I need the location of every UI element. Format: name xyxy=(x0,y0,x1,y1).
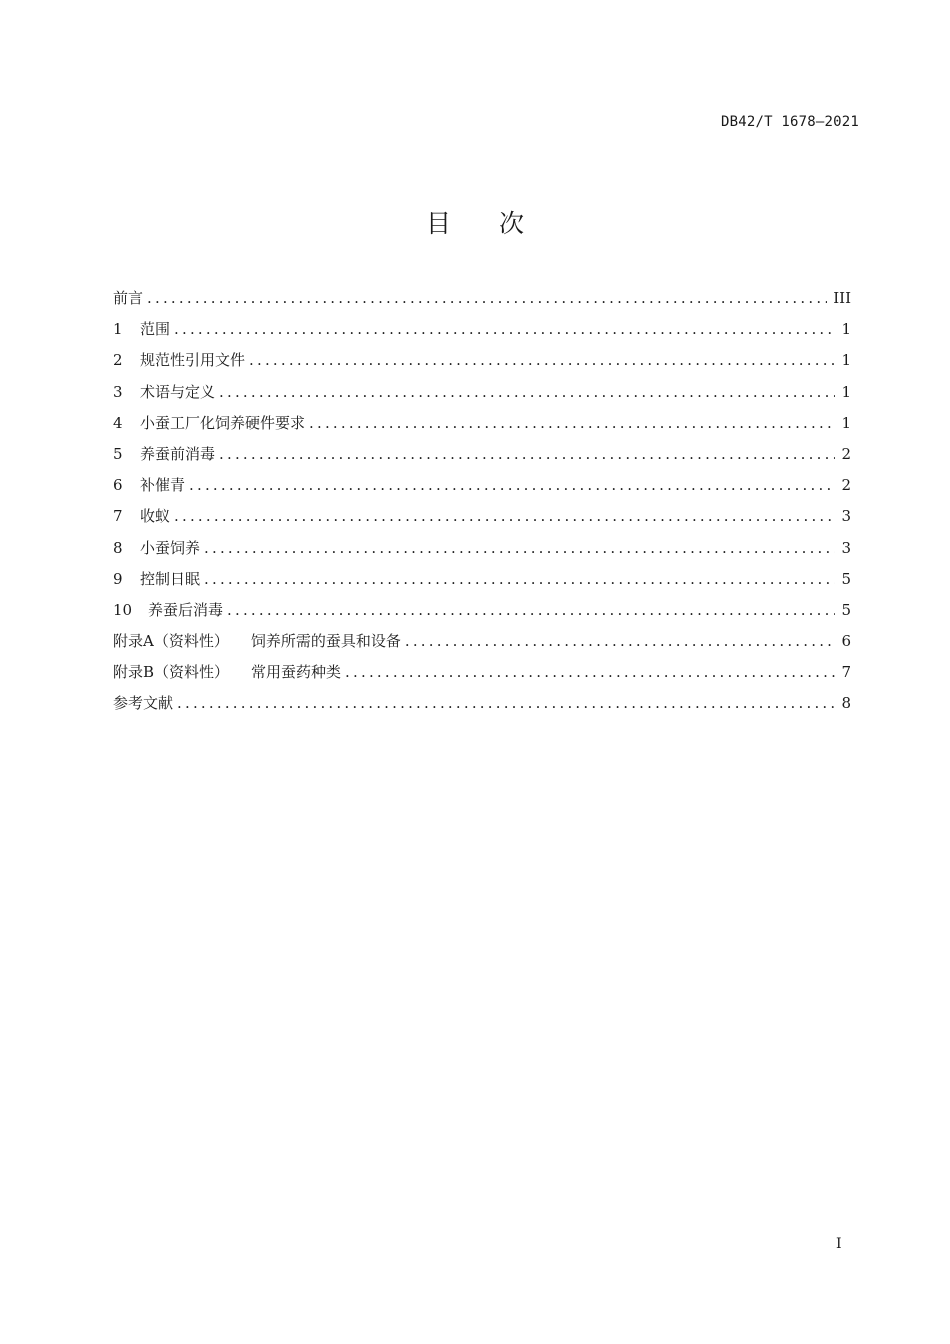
toc-entry-label: 术语与定义 xyxy=(140,382,216,401)
toc-entry-page: 5 xyxy=(841,600,851,619)
toc-entry-number: 6 xyxy=(113,476,123,495)
toc-entry-appendix-a[interactable] xyxy=(113,626,851,657)
toc-entry-label: 附录A（资料性） xyxy=(113,632,229,651)
toc-entry-6[interactable] xyxy=(113,470,851,501)
toc-title-char-2: 次 xyxy=(499,209,525,238)
toc-leader-dots xyxy=(147,283,827,314)
toc-entry-sublabel: 常用蚕药种类 xyxy=(251,663,342,682)
toc-list xyxy=(113,283,851,720)
toc-entry-label: 附录B（资料性） xyxy=(113,663,230,682)
toc-leader-dots xyxy=(204,533,835,564)
toc-entry-page: 5 xyxy=(841,569,851,588)
toc-entry-4[interactable] xyxy=(113,408,851,439)
toc-title xyxy=(0,204,950,240)
toc-entry-label: 收蚁 xyxy=(140,507,171,526)
toc-entry-number: 1 xyxy=(113,320,123,339)
toc-entry-label: 养蚕前消毒 xyxy=(140,444,216,463)
toc-leader-dots xyxy=(309,408,835,439)
toc-entry-page: 8 xyxy=(841,694,851,713)
toc-entry-number: 9 xyxy=(113,569,123,588)
toc-entry-2[interactable] xyxy=(113,345,851,376)
toc-entry-page: 1 xyxy=(841,382,851,401)
toc-entry-1[interactable] xyxy=(113,314,851,345)
toc-leader-dots xyxy=(204,564,835,595)
toc-leader-dots xyxy=(177,688,835,719)
toc-entry-8[interactable] xyxy=(113,533,851,564)
toc-leader-dots xyxy=(174,314,835,345)
toc-leader-dots xyxy=(219,377,835,408)
toc-entry-number: 7 xyxy=(113,507,123,526)
toc-entry-5[interactable] xyxy=(113,439,851,470)
toc-entry-page: 6 xyxy=(841,632,851,651)
toc-entry-label: 前言 xyxy=(113,289,144,307)
page-number: I xyxy=(836,1236,842,1252)
toc-entry-label: 小蚕饲养 xyxy=(140,538,201,557)
toc-leader-dots xyxy=(227,595,835,626)
toc-entry-3[interactable] xyxy=(113,377,851,408)
toc-entry-label: 范围 xyxy=(140,320,171,339)
standard-code: DB42/T 1678—2021 xyxy=(720,114,859,130)
toc-leader-dots xyxy=(174,501,835,532)
toc-entry-page: 1 xyxy=(841,413,851,432)
toc-entry-number: 8 xyxy=(113,538,123,557)
toc-title-char-1: 目 xyxy=(425,209,451,238)
toc-leader-dots xyxy=(249,345,835,376)
toc-entry-appendix-b[interactable] xyxy=(113,657,851,688)
toc-entry-label: 补催青 xyxy=(140,476,186,495)
toc-entry-7[interactable] xyxy=(113,501,851,532)
toc-entry-sublabel: 饲养所需的蚕具和设备 xyxy=(250,632,401,651)
toc-entry-number: 4 xyxy=(113,413,123,432)
toc-entry-number: 2 xyxy=(113,351,123,370)
toc-entry-references[interactable] xyxy=(113,688,851,719)
toc-entry-page: 1 xyxy=(841,351,851,370)
toc-entry-number: 10 xyxy=(113,600,133,619)
toc-leader-dots xyxy=(189,470,835,501)
toc-entry-foreword[interactable] xyxy=(113,283,851,314)
toc-entry-10[interactable] xyxy=(113,595,851,626)
toc-entry-label: 小蚕工厂化饲养硬件要求 xyxy=(140,413,306,432)
toc-entry-page: 3 xyxy=(841,538,851,557)
toc-entry-label: 规范性引用文件 xyxy=(140,351,246,370)
toc-leader-dots xyxy=(219,439,835,470)
toc-leader-dots xyxy=(345,657,835,688)
toc-entry-page: III xyxy=(833,289,851,307)
toc-entry-label: 养蚕后消毒 xyxy=(148,600,224,619)
toc-entry-9[interactable] xyxy=(113,564,851,595)
toc-entry-page: 7 xyxy=(841,663,851,682)
toc-entry-page: 2 xyxy=(841,476,851,495)
toc-entry-number: 3 xyxy=(113,382,123,401)
toc-entry-label: 控制日眠 xyxy=(140,569,201,588)
toc-entry-page: 3 xyxy=(841,507,851,526)
toc-entry-number: 5 xyxy=(113,444,123,463)
toc-leader-dots xyxy=(405,626,836,657)
toc-entry-label: 参考文献 xyxy=(113,694,174,713)
toc-entry-page: 2 xyxy=(841,444,851,463)
toc-entry-page: 1 xyxy=(841,320,851,339)
